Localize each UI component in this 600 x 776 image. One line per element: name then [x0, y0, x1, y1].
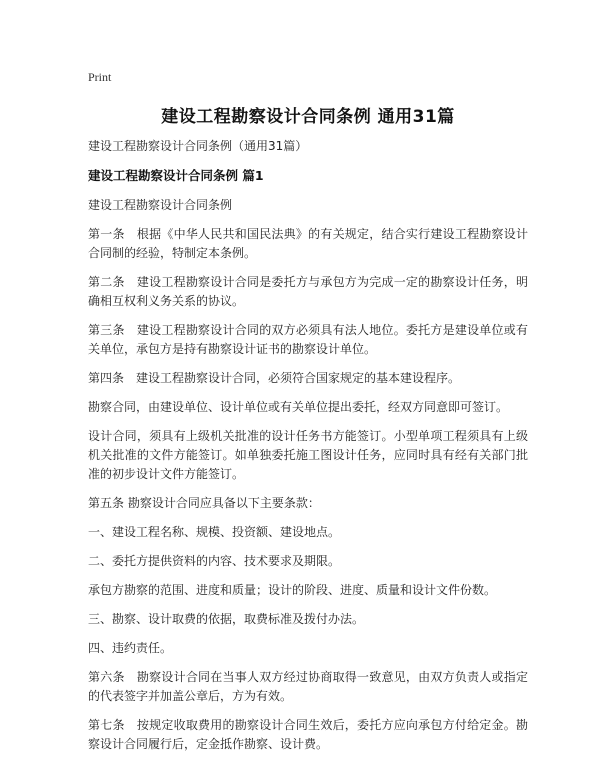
document-subtitle: 建设工程勘察设计合同条例（通用31篇） — [88, 139, 308, 153]
paragraph: 设计合同，须具有上级机关批准的设计任务书方能签订。小型单项工程须具有上级机关批准的文件方能签订。如单独委托施工图设计任务，应同时具有经有关部门批准的初步设计文件方能签订。 — [88, 429, 528, 481]
paragraph: 勘察合同，由建设单位、设计单位或有关单位提出委托，经双方同意即可签订。 — [88, 400, 509, 414]
paragraph: 一、建设工程名称、规模、投资额、建设地点。 — [88, 525, 341, 539]
paragraph: 第七条 按规定收取费用的勘察设计合同生效后，委托方应向承包方付给定金。勘察设计合同履行后，定金抵作勘察、设计费。 — [88, 718, 528, 751]
paragraph: 第二条 建设工程勘察设计合同是委托方与承包方为完成一定的勘察设计任务，明确相互权利义务关系的协议。 — [88, 275, 528, 308]
paragraph: 建设工程勘察设计合同条例 — [88, 198, 233, 212]
paragraph: 第三条 建设工程勘察设计合同的双方必须具有法人地位。委托方是建设单位或有关单位，承包方是持有勘察设计证书的勘察设计单位。 — [88, 323, 528, 356]
paragraph: 第六条 勘察设计合同在当事人双方经过协商取得一致意见，由双方负责人或指定的代表签字并加盖公章后，方为有效。 — [88, 670, 528, 703]
print-label[interactable]: Print — [88, 70, 112, 84]
paragraph: 三、勘察、设计取费的依据，取费标准及拨付办法。 — [88, 612, 365, 626]
document-title: 建设工程勘察设计合同条例 通用31篇 — [161, 107, 455, 127]
paragraph: 承包方勘察的范围、进度和质量；设计的阶段、进度、质量和设计文件份数。 — [88, 583, 497, 597]
paragraph: 第一条 根据《中华人民共和国民法典》的有关规定，结合实行建设工程勘察设计合同制的经验，特制定本条例。 — [88, 227, 528, 260]
paragraph: 第五条 勘察设计合同应具备以下主要条款： — [88, 496, 320, 510]
section-heading: 建设工程勘察设计合同条例 篇1 — [88, 168, 264, 183]
paragraph: 四、违约责任。 — [88, 641, 173, 655]
paragraph: 第四条 建设工程勘察设计合同，必须符合国家规定的基本建设程序。 — [88, 371, 461, 385]
paragraph: 二、委托方提供资料的内容、技术要求及期限。 — [88, 554, 341, 568]
